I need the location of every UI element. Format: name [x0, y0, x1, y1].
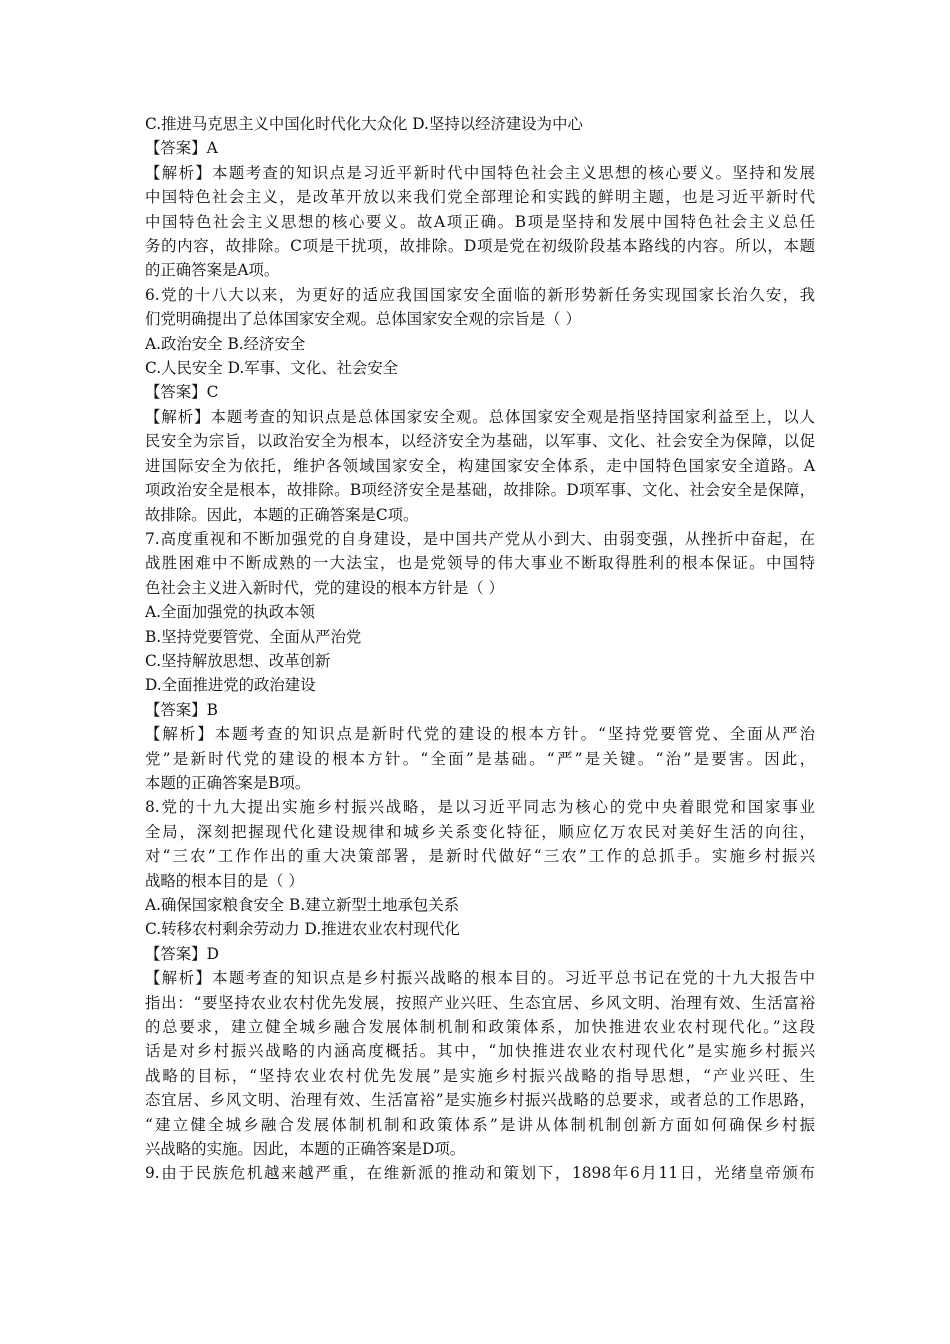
- text-line: 兴战略的实施。因此，本题的正确答案是D项。: [145, 1140, 466, 1159]
- text-line: A.政治安全 B.经济安全: [145, 334, 306, 353]
- text-line: C.坚持解放思想、改革创新: [145, 651, 331, 670]
- text-line: 中国特色社会主义，是改革开放以来我们党全部理论和实践的鲜明主题，也是习近平新时代: [145, 188, 815, 207]
- text-line: 8.党的十九大提出实施乡村振兴战略，是以习近平同志为核心的党中央着眼党和国家事业: [145, 798, 815, 817]
- text-line: 9.由于民族危机越来越严重，在维新派的推动和策划下，1898年6月11日，光绪皇帝颁布: [145, 1164, 815, 1183]
- text-line: 中国特色社会主义思想的核心要义。故A项正确。B项是坚持和发展中国特色社会主义总任: [145, 212, 815, 231]
- text-line: “建立健全城乡融合发展体制机制和政策体系”是讲从体制机制创新方面如何确保乡村振: [145, 1115, 815, 1134]
- text-line: 进国际安全为依托，维护各领域国家安全，构建国家安全体系，走中国特色国家安全道路。A: [145, 456, 815, 475]
- text-line: 全局，深刻把握现代化建设规律和城乡关系变化特征，顺应亿万农民对美好生活的向往，: [145, 822, 815, 841]
- text-line: C.推进马克思主义中国化时代化大众化 D.坚持以经济建设为中心: [145, 115, 583, 133]
- text-line: D.全面推进党的政治建设: [145, 676, 316, 695]
- text-line: 战略的目标，“坚持农业农村优先发展”是实施乡村振兴战略的指导思想，“产业兴旺、生: [145, 1066, 815, 1085]
- text-line: 对“三农”工作作出的重大决策部署，是新时代做好“三农”工作的总抓手。实施乡村振兴: [145, 847, 815, 866]
- text-line: 党”是新时代党的建设的根本方针。“全面”是基础。“严”是关键。“治”是要害。因此，: [145, 749, 815, 768]
- text-line: 的正确答案是A项。: [145, 261, 280, 280]
- text-line: B.坚持党要管党、全面从严治党: [145, 627, 362, 646]
- text-line: A.全面加强党的执政本领: [145, 603, 315, 622]
- text-line: 的总要求，建立健全城乡融合发展体制机制和政策体系，加快推进农业农村现代化。”这段: [145, 1018, 815, 1037]
- text-line: 【解析】本题考查的知识点是习近平新时代中国特色社会主义思想的核心要义。坚持和发展: [145, 163, 815, 182]
- text-line: 【答案】D: [145, 944, 219, 963]
- text-line: C.人民安全 D.军事、文化、社会安全: [145, 359, 399, 378]
- text-line: C.转移农村剩余劳动力 D.推进农业农村现代化: [145, 920, 460, 939]
- text-line: 战略的根本目的是（ ）: [145, 871, 304, 890]
- text-line: 7.高度重视和不断加强党的自身建设，是中国共产党从小到大、由弱变强，从挫折中奋起，在: [145, 529, 815, 548]
- text-line: 民安全为宗旨，以政治安全为根本，以经济安全为基础，以军事、文化、社会安全为保障，以促: [145, 432, 815, 451]
- text-line: 【答案】A: [145, 139, 218, 158]
- text-line: 项政治安全是根本，故排除。B项经济安全是基础，故排除。D项军事、文化、社会安全是保障，: [145, 481, 815, 500]
- text-line: 务的内容，故排除。C项是干扰项，故排除。D项是党在初级阶段基本路线的内容。所以，本题: [145, 237, 815, 256]
- text-line: 【答案】C: [145, 383, 219, 402]
- text-line: 6.党的十八大以来，为更好的适应我国国家安全面临的新形势新任务实现国家长治久安，我: [145, 285, 815, 304]
- text-line: 【答案】B: [145, 700, 218, 719]
- text-line: 战胜困难中不断成熟的一大法宝，也是党领导的伟大事业不断取得胜利的根本保证。中国特: [145, 554, 815, 573]
- text-line: 故排除。因此，本题的正确答案是C项。: [145, 505, 419, 524]
- text-line: 们党明确提出了总体国家安全观。总体国家安全观的宗旨是（ ）: [145, 310, 581, 329]
- text-line: 色社会主义进入新时代，党的建设的根本方针是（ ）: [145, 578, 504, 597]
- text-line: 本题的正确答案是B项。: [145, 773, 311, 792]
- text-line: 话是对乡村振兴战略的内涵高度概括。其中，“加快推进农业农村现代化”是实施乡村振兴: [145, 1042, 815, 1061]
- text-line: A.确保国家粮食安全 B.建立新型土地承包关系: [145, 896, 460, 914]
- text-line: 【解析】本题考查的知识点是新时代党的建设的根本方针。“坚持党要管党、全面从严治: [145, 725, 815, 744]
- text-line: 态宜居、乡风文明、治理有效、生活富裕”是实施乡村振兴战略的总要求，或者总的工作思路，: [145, 1091, 815, 1110]
- text-line: 【解析】本题考查的知识点是总体国家安全观。总体国家安全观是指坚持国家利益至上，以人: [145, 407, 815, 426]
- document-body: [145, 112, 815, 1186]
- text-line: 【解析】本题考查的知识点是乡村振兴战略的根本目的。习近平总书记在党的十九大报告中: [145, 969, 815, 988]
- text-line: 指出：“要坚持农业农村优先发展，按照产业兴旺、生态宜居、乡风文明、治理有效、生活富裕: [145, 993, 815, 1012]
